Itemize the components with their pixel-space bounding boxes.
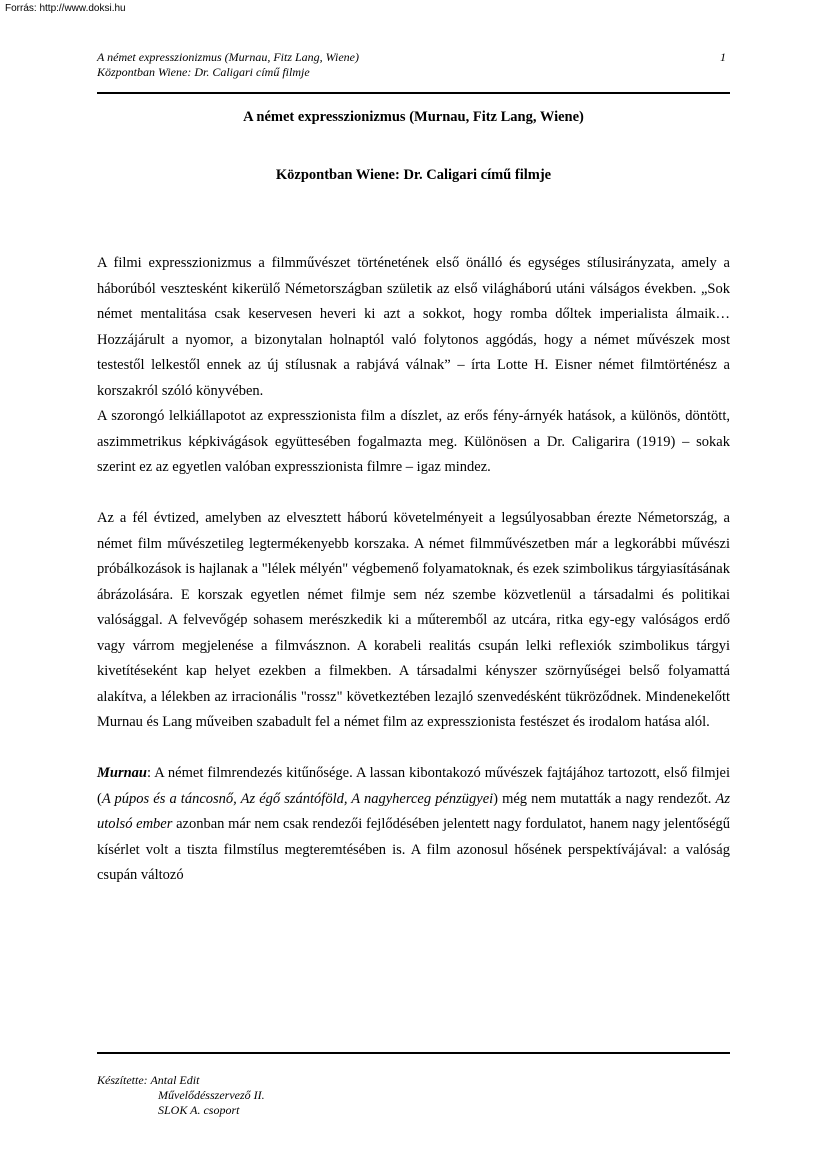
page-footer (97, 1052, 730, 1118)
document-subtitle: Központban Wiene: Dr. Caligari című filmje (275, 167, 552, 183)
footer-group: SLOK A. csoport (158, 1103, 240, 1117)
page-number: 1 (720, 50, 726, 64)
document-body (97, 251, 730, 889)
paragraph-3: Az a fél évtized, amelyben az elvesztett háború követelményeit a legsúlyosabban érezte Németország, a német film művészetileg legtermékenyebb korszaka. A német filmművészetben már a legkorábbi művészi próbálkozások is hajlanak a "lélek mélyén" végbemenő folyamatoknak, és ezek szimbolikus tárgyiasításának ábrázolására. E korszak egyetlen német filmje sem néz szembe közvetlenül a társadalmi és politikai valósággal. A felvevőgép sohasem merészkedik ki a műteremből az utcára, ritka egy-egy valóságos erdő vagy várrom megjelenése a filmvásznon. A korabeli realitás csupán lelki reflexiók szimbolikus tárgyi kivetítéseként kap helyet ezekben a filmekben. A társadalmi kényszer szörnyűségei belső folyamattá alakítva, a lélekben az irracionális "rossz" következtében lezajló szenvedésként tükröződnek. Mindenekelőtt Murnau és Lang műveiben szabadult fel a német film az expresszionista festészet és irodalom hatása alól. (97, 510, 730, 730)
paragraph-2: A szorongó lelkiállapotot az expresszionista film a díszlet, az erős fény-árnyék hatások, a különös, döntött, aszimmetrikus képkivágások együttesében fogalmazta meg. Különösen a Dr. Caligarira (1919) – sokak szerint ez az egyetlen valóban expresszionista filmre – igaz mindez. (97, 408, 730, 475)
header-title: A német expresszionizmus (Murnau, Fitz Lang, Wiene) (97, 50, 359, 64)
document-title: A német expresszionizmus (Murnau, Fitz Lang, Wiene) (243, 109, 584, 125)
footer-author: Készítette: Antal Edit (97, 1073, 200, 1087)
footer-role: Művelődésszervező II. (158, 1088, 265, 1102)
murnau-heading: Murnau (97, 765, 147, 781)
source-url: Forrás: http://www.doksi.hu (5, 3, 126, 14)
paragraph-spacer (97, 736, 730, 762)
paragraph-4-text-2: ) még nem mutatták a nagy rendezőt. (493, 790, 716, 807)
murnau-early-films: A púpos és a táncosnő, Az égő szántóföld, A nagyherceg pénzügyei (101, 790, 494, 807)
paragraph-spacer (97, 481, 730, 507)
paragraph-1: A filmi expresszionizmus a filmművészet történetének első önálló és egységes stílusirányzata, amely a háborúból vesztesként kikerülő Németországban születik az első világháború utáni válságos években. „Sok német mentalitása csak keservesen heveri ki azt a sokkot, hogy romba dőltek imperialista álmaik…Hozzájárult a nyomor, a bizonytalan holnaptól való folytonos aggódás, hogy a német művészek most testestől lelkestől ennek az új stílusnak a rabjává válnak” – írta Lotte H. Eisner német filmtörténész a korszakról szóló könyvében. (97, 255, 730, 399)
paragraph-4 (97, 761, 730, 889)
header-subtitle: Központban Wiene: Dr. Caligari című filmje (97, 65, 310, 79)
page-header (97, 50, 730, 94)
paragraph-4-text-1: : A német filmrendezés kitűnősége. A lassan kibontakozó művészek fajtájához tartozott, első filmjei ( (97, 765, 730, 807)
film-title-last-laugh: Az utolsó ember (97, 790, 730, 832)
paragraph-4-text-3: azonban már nem csak rendezői fejlődésében jelentett nagy fordulatot, hanem nagy jelentőségű kísérlet volt a tiszta filmstílus megteremtésében is. A film azonosul hősének perspektívájával: a valóság csupán változó (97, 816, 731, 883)
